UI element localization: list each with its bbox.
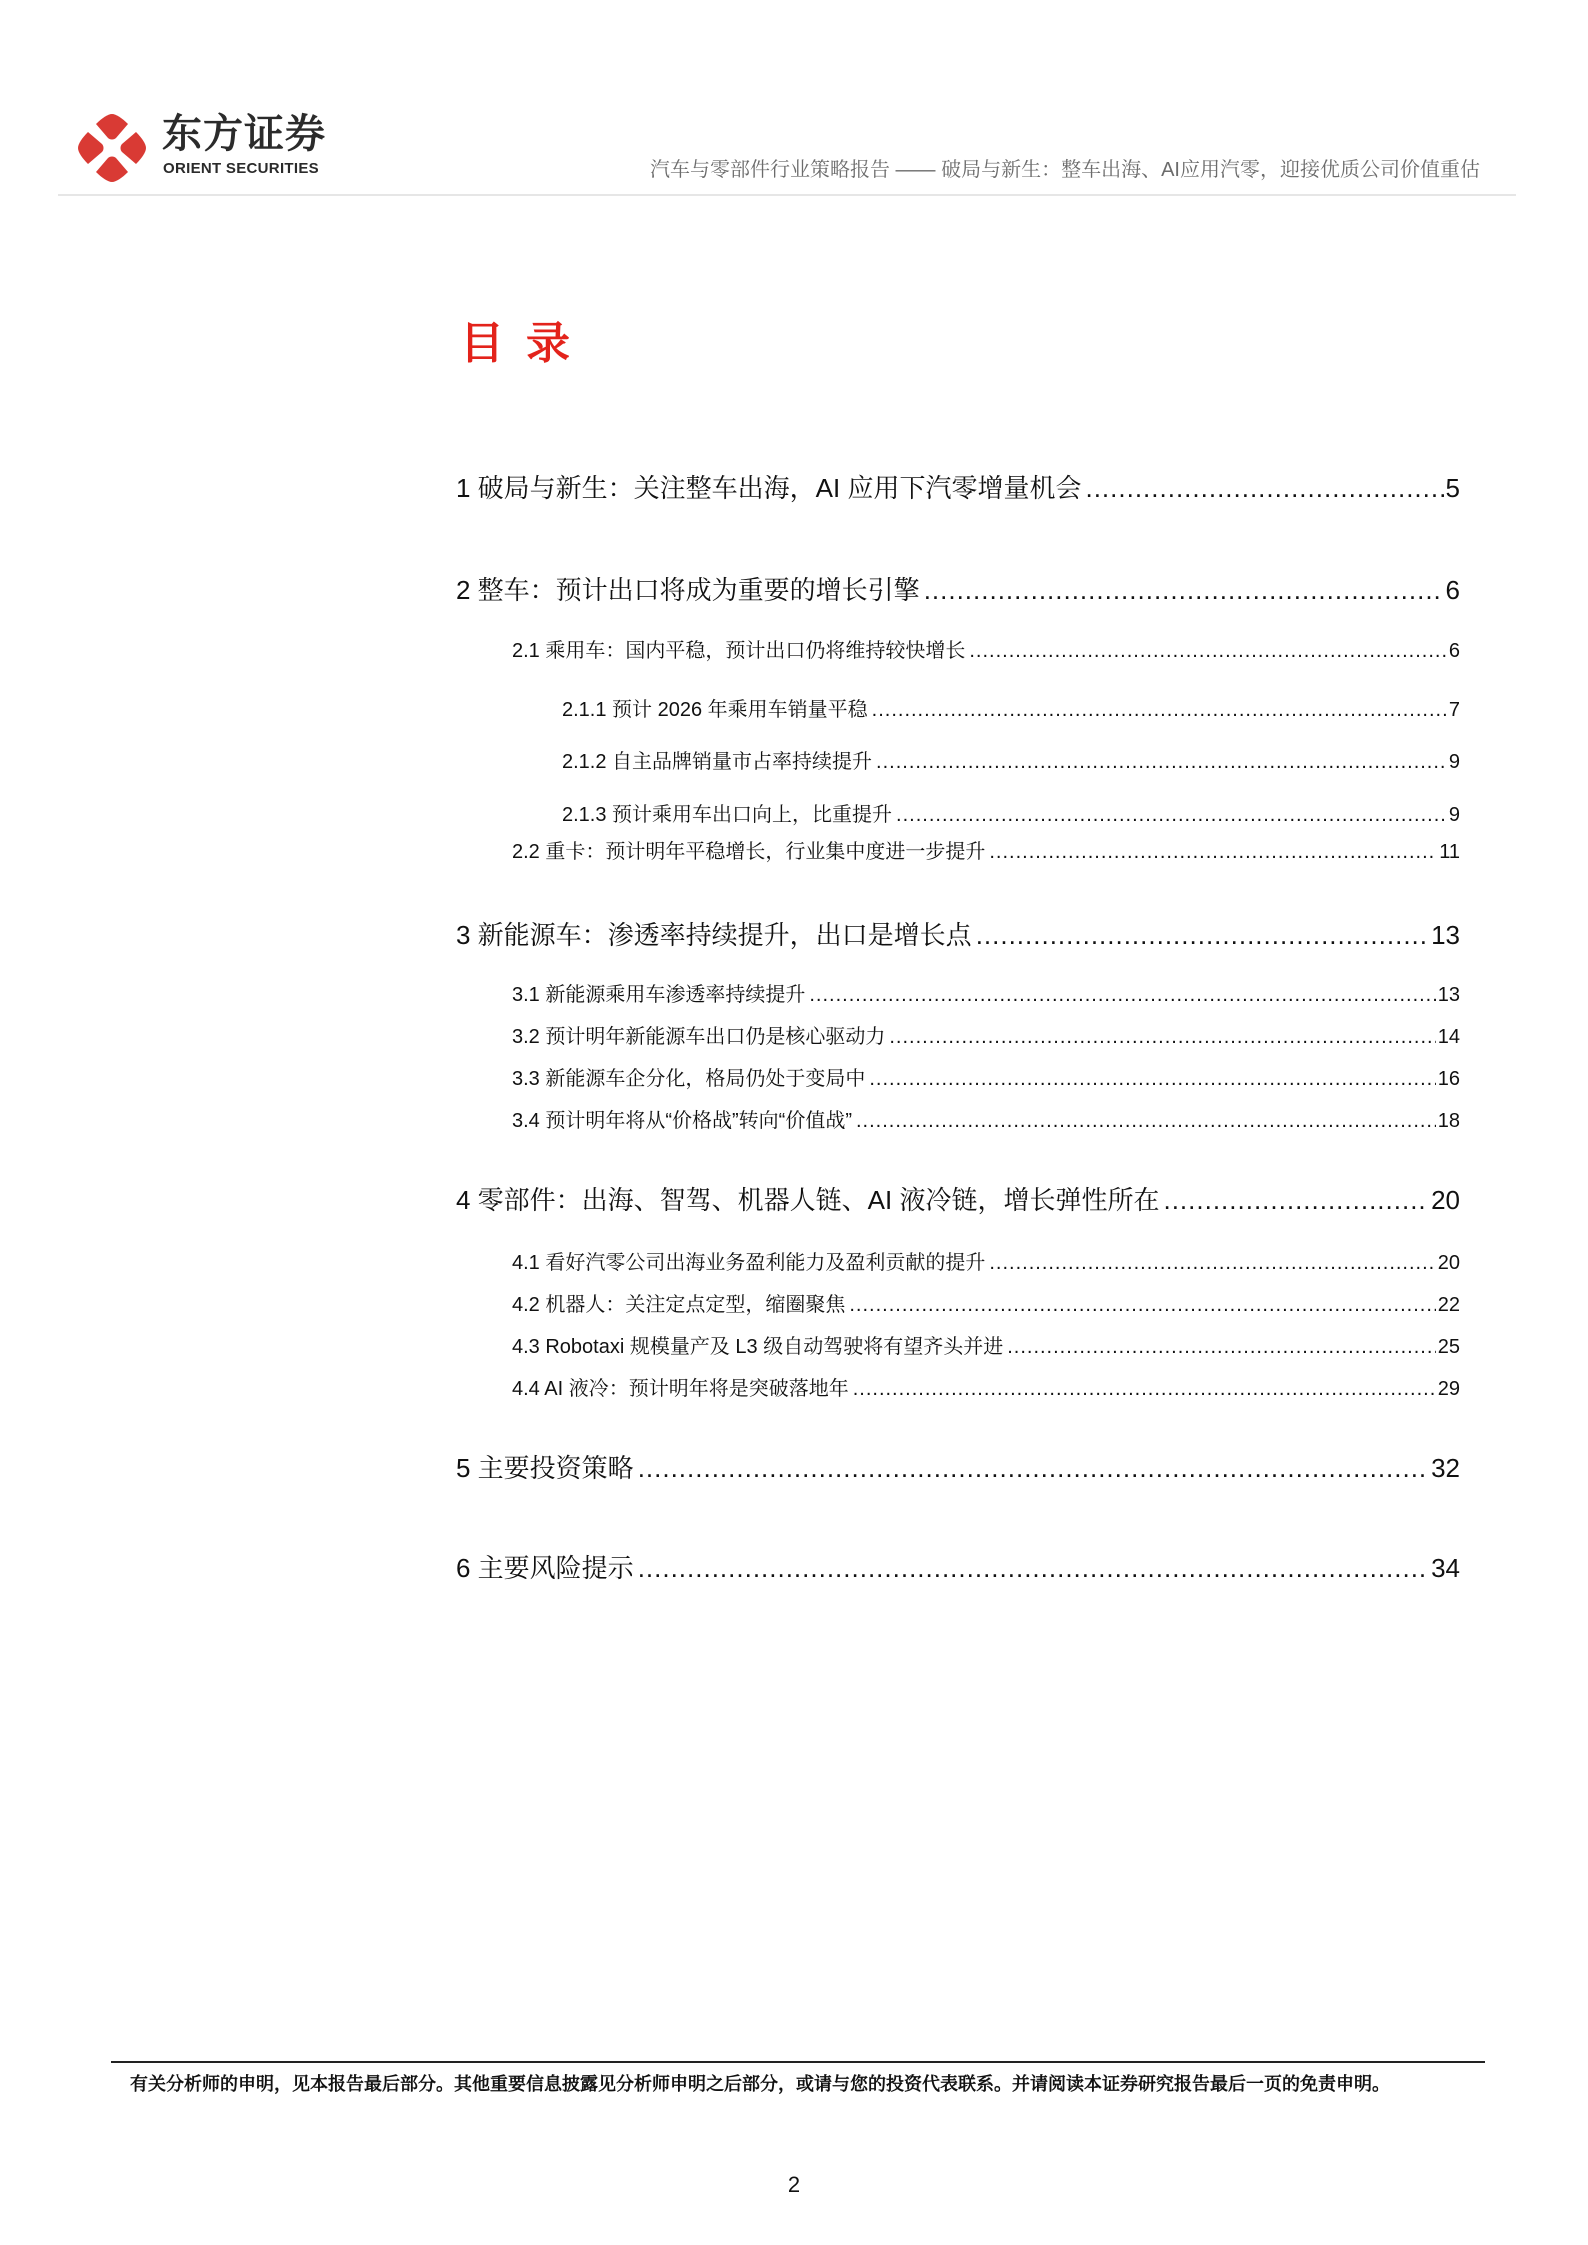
- toc-entry[interactable]: [562, 697, 1460, 723]
- toc-leader-dots: [989, 839, 1437, 865]
- toc-entry-page: 16: [1437, 1068, 1460, 1090]
- toc-entry-page: 22: [1437, 1294, 1460, 1316]
- header-divider: [58, 194, 1516, 196]
- toc-entry-page: 32: [1431, 1453, 1460, 1483]
- footer-disclaimer: 有关分析师的申明，见本报告最后部分。其他重要信息披露见分析师申明之后部分，或请与您的投资代表联系。并请阅读本证券研究报告最后一页的免责申明。: [130, 2074, 1390, 2094]
- toc-entry-page: 9: [1448, 751, 1460, 773]
- toc-entry-page: 14: [1437, 1026, 1460, 1048]
- toc-entry-page: 13: [1437, 984, 1460, 1006]
- toc-leader-dots: [969, 638, 1447, 664]
- toc-entry-label: 4.3 Robotaxi 规模量产及 L3 级自动驾驶将有望齐头并进: [512, 1336, 1004, 1358]
- toc-entry[interactable]: [512, 1108, 1460, 1134]
- toc-entry[interactable]: [512, 1024, 1460, 1050]
- toc-leader-dots: [809, 982, 1435, 1008]
- toc-entry[interactable]: [456, 1452, 1460, 1484]
- toc-entry-page: 6: [1448, 640, 1460, 662]
- toc-entry-label: 6 主要风险提示: [456, 1553, 634, 1583]
- toc-entry[interactable]: [456, 1184, 1460, 1216]
- toc-entry-page: 5: [1445, 473, 1460, 503]
- toc-leader-dots: [638, 1552, 1429, 1584]
- toc-entry[interactable]: [456, 574, 1460, 606]
- brand-name-en: ORIENT SECURITIES: [163, 160, 319, 177]
- toc-leader-dots: [1163, 1184, 1429, 1216]
- toc-entry[interactable]: [562, 749, 1460, 775]
- toc-entry-page: 11: [1439, 841, 1460, 863]
- toc-entry-label: 4 零部件：出海、智驾、机器人链、AI 液冷链，增长弹性所在: [456, 1185, 1160, 1215]
- page-number: 2: [787, 2172, 801, 2197]
- toc-leader-dots: [869, 1066, 1435, 1092]
- toc-entry-label: 2.2 重卡：预计明年平稳增长，行业集中度进一步提升: [512, 841, 986, 863]
- toc-entry-page: 9: [1448, 804, 1460, 826]
- toc-leader-dots: [876, 749, 1447, 775]
- toc-entry-page: 34: [1431, 1553, 1460, 1583]
- toc-entry-page: 6: [1445, 575, 1460, 605]
- toc-leader-dots: [853, 1376, 1436, 1402]
- toc-entry-label: 3.1 新能源乘用车渗透率持续提升: [512, 984, 806, 1006]
- toc-leader-dots: [896, 802, 1447, 828]
- toc-entry-page: 20: [1437, 1252, 1460, 1274]
- toc-entry[interactable]: [512, 1334, 1460, 1360]
- toc-entry-label: 2.1.2 自主品牌销量市占率持续提升: [562, 751, 873, 773]
- toc-entry-label: 4.1 看好汽零公司出海业务盈利能力及盈利贡献的提升: [512, 1252, 986, 1274]
- orient-securities-logo-icon: [72, 108, 152, 188]
- toc-entry[interactable]: [512, 1376, 1460, 1402]
- toc-entry-label: 2.1 乘用车：国内平稳，预计出口仍将维持较快增长: [512, 640, 966, 662]
- toc-entry-label: 4.4 AI 液冷：预计明年将是突破落地年: [512, 1378, 849, 1400]
- toc-entry-page: 29: [1437, 1378, 1460, 1400]
- brand-name-cn: 东方证券: [162, 111, 326, 157]
- toc-entry-label: 3 新能源车：渗透率持续提升，出口是增长点: [456, 920, 972, 950]
- toc-leader-dots: [889, 1024, 1435, 1050]
- toc-entry[interactable]: [456, 472, 1460, 504]
- toc-entry-label: 3.2 预计明年新能源车出口仍是核心驱动力: [512, 1026, 886, 1048]
- toc-entry[interactable]: [512, 839, 1460, 865]
- toc-leader-dots: [1085, 472, 1443, 504]
- toc-entry[interactable]: [456, 919, 1460, 951]
- toc-entry-page: 18: [1437, 1110, 1460, 1132]
- toc-entry-page: 25: [1437, 1336, 1460, 1358]
- toc-entry-label: 2.1.1 预计 2026 年乘用车销量平稳: [562, 699, 868, 721]
- toc-entry[interactable]: [512, 982, 1460, 1008]
- toc-entry-label: 1 破局与新生：关注整车出海，AI 应用下汽零增量机会: [456, 473, 1082, 503]
- toc-title: 目录: [460, 318, 592, 369]
- toc-entry-label: 4.2 机器人：关注定点定型，缩圈聚焦: [512, 1294, 846, 1316]
- report-title: 汽车与零部件行业策略报告 —— 破局与新生：整车出海、AI应用汽零，迎接优质公司价值重估: [649, 159, 1480, 181]
- toc-entry-page: 13: [1431, 920, 1460, 950]
- toc-entry[interactable]: [512, 1250, 1460, 1276]
- toc-leader-dots: [924, 574, 1444, 606]
- toc-entry-label: 3.3 新能源车企分化，格局仍处于变局中: [512, 1068, 866, 1090]
- toc-leader-dots: [849, 1292, 1435, 1318]
- toc-entry-label: 2.1.3 预计乘用车出口向上，比重提升: [562, 804, 893, 826]
- toc-entry[interactable]: [456, 1552, 1460, 1584]
- toc-entry[interactable]: [512, 1292, 1460, 1318]
- toc-entry-label: 2 整车：预计出口将成为重要的增长引擎: [456, 575, 920, 605]
- toc-leader-dots: [989, 1250, 1435, 1276]
- toc-leader-dots: [1007, 1334, 1436, 1360]
- toc-leader-dots: [872, 697, 1447, 723]
- toc-leader-dots: [638, 1452, 1429, 1484]
- toc-entry[interactable]: [512, 638, 1460, 664]
- footer-divider: [111, 2061, 1485, 2063]
- toc-entry-page: 7: [1448, 699, 1460, 721]
- toc-leader-dots: [976, 919, 1429, 951]
- toc-entry-label: 3.4 预计明年将从“价格战”转向“价值战”: [512, 1110, 852, 1132]
- toc-entry[interactable]: [512, 1066, 1460, 1092]
- toc-entry-label: 5 主要投资策略: [456, 1453, 634, 1483]
- toc-leader-dots: [856, 1108, 1436, 1134]
- toc-entry[interactable]: [562, 802, 1460, 828]
- toc-entry-page: 20: [1431, 1185, 1460, 1215]
